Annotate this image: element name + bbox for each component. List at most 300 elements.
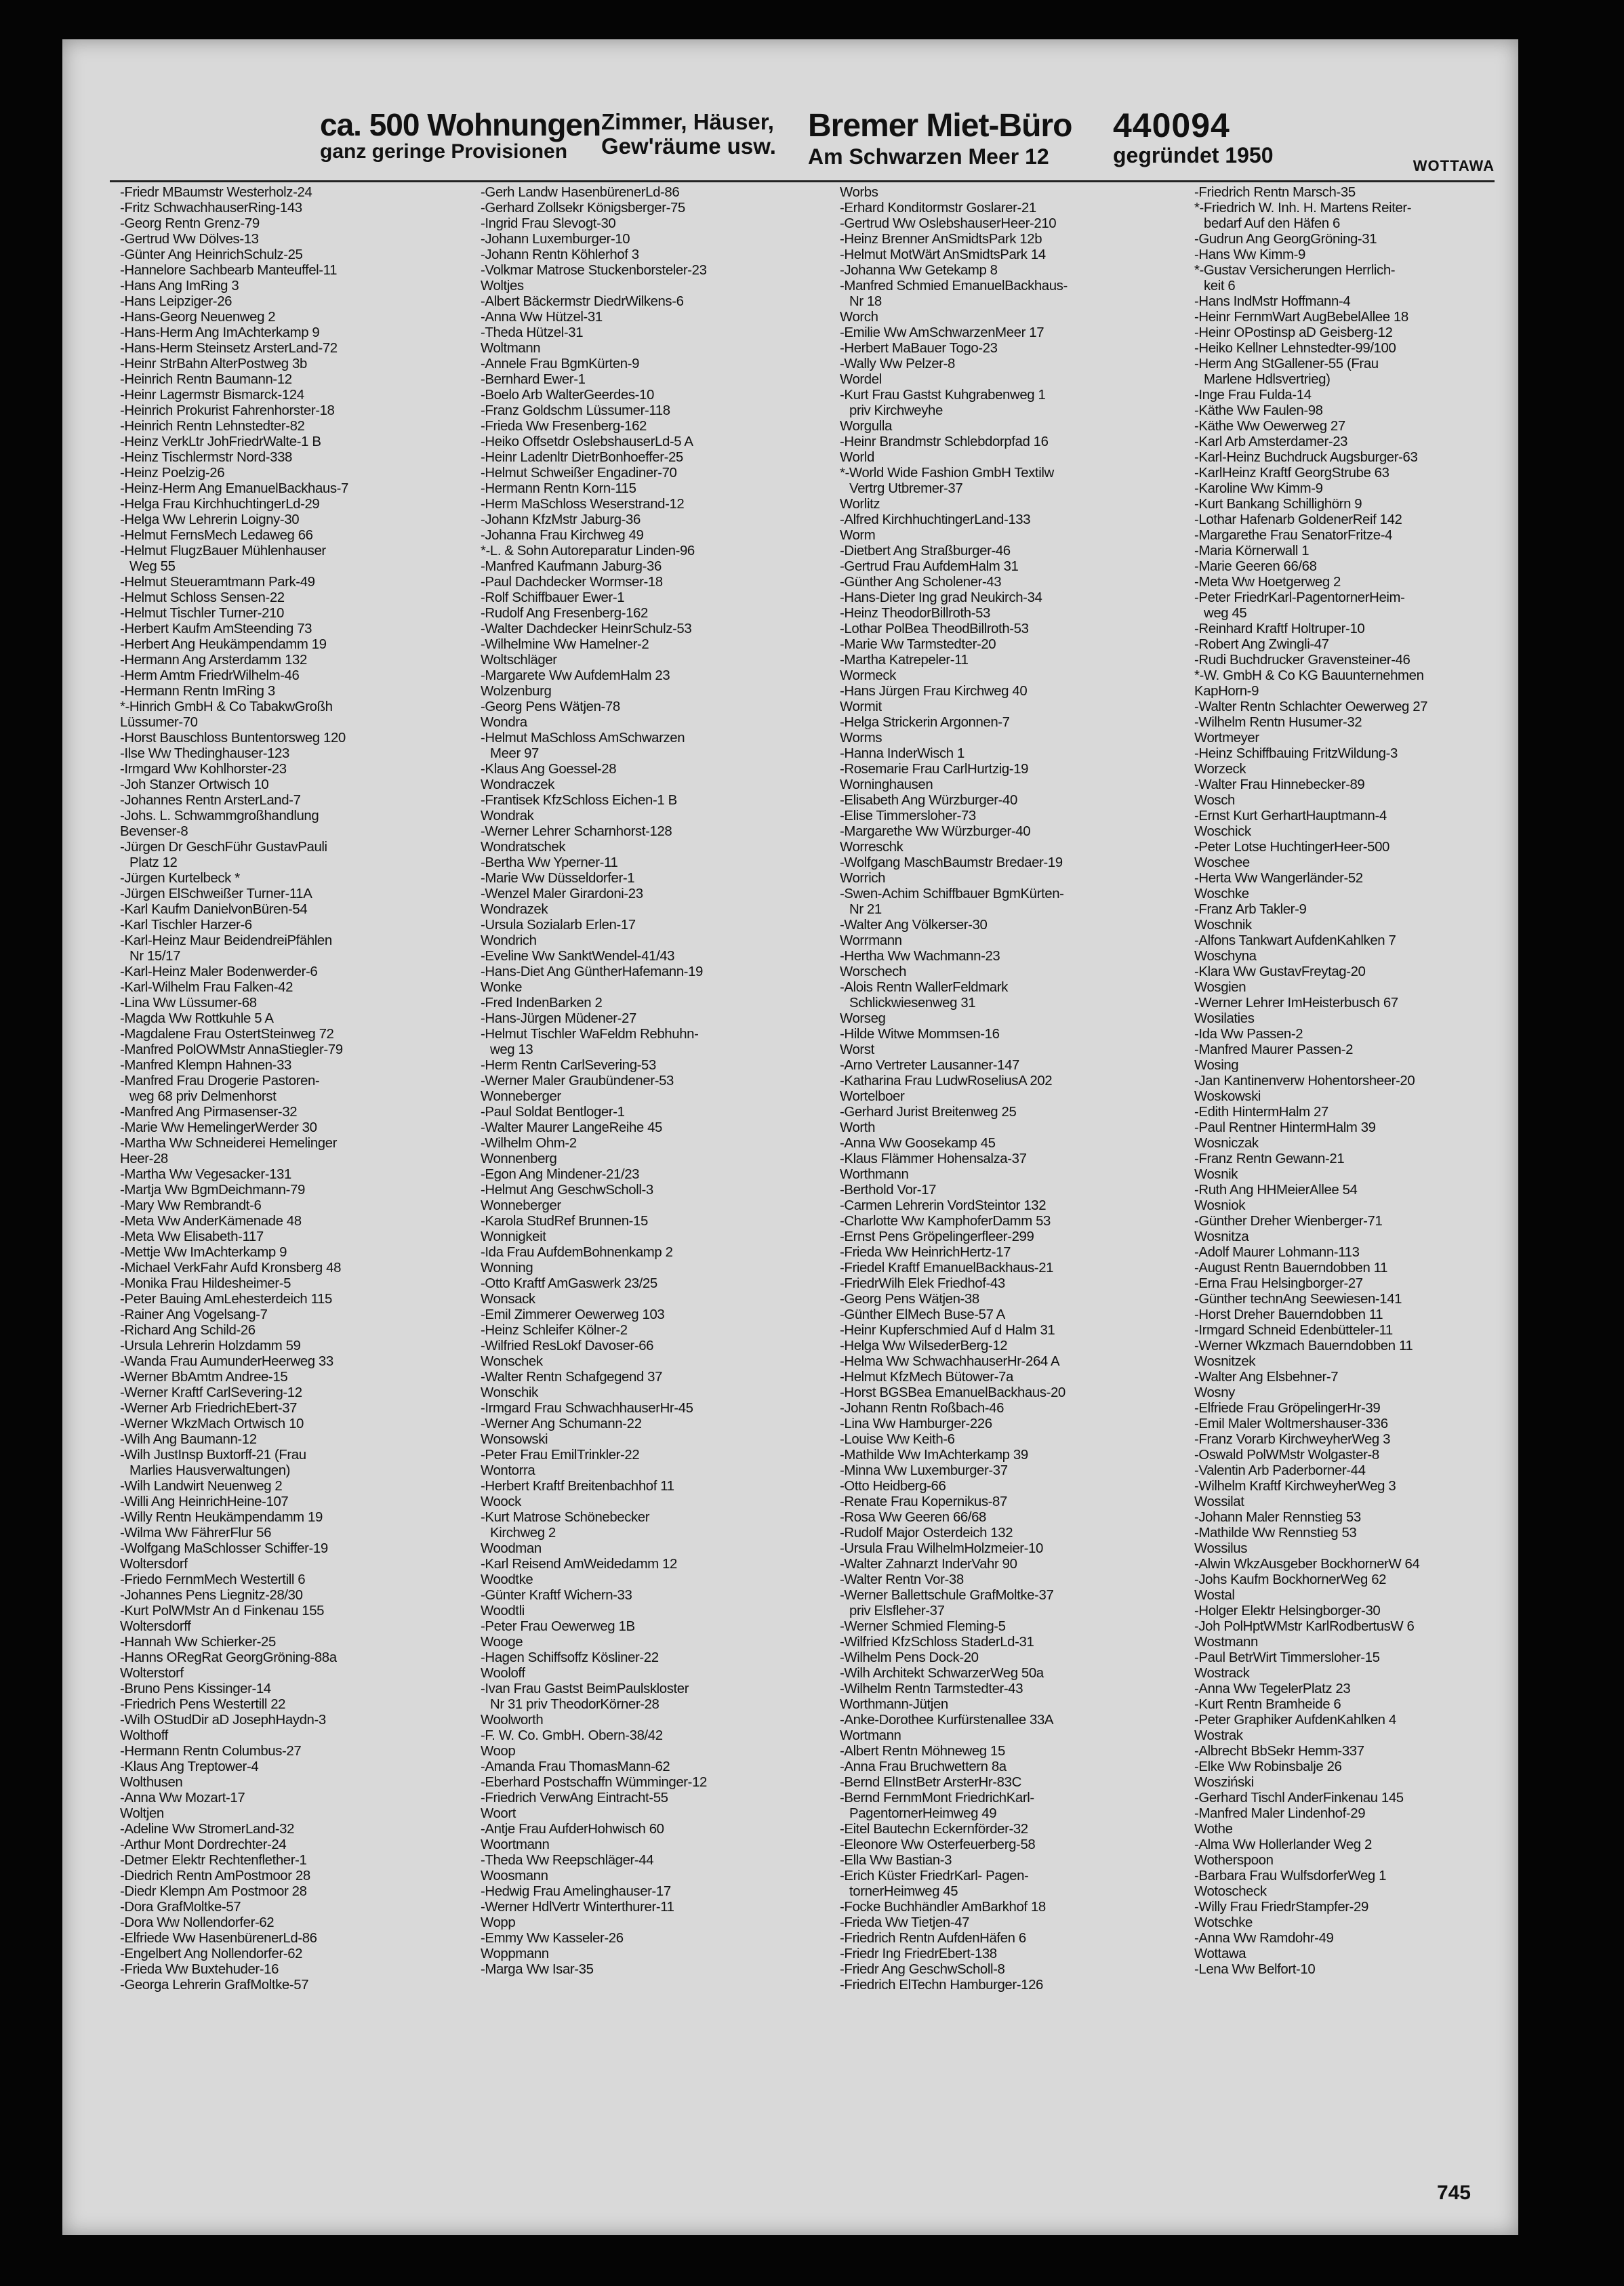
directory-entry: -Erich Küster FriedrKarl- Pagen- (840, 1869, 1029, 1883)
directory-entry: -Swen-Achim Schiffbauer BgmKürten- (840, 886, 1064, 901)
directory-entry: -Margarethe Ww Würzburger-40 (840, 824, 1031, 839)
directory-entry: -Magda Ww Rottkuhle 5 A (120, 1011, 274, 1026)
directory-entry: -Arno Vertreter Lausanner-147 (840, 1058, 1019, 1073)
directory-entry: -Helmut Steueramtmann Park-49 (120, 575, 315, 590)
directory-entry: -Wilh Landwirt Neuenweg 2 (120, 1479, 283, 1494)
directory-entry: -Helmut KfzMech Bütower-7a (840, 1370, 1013, 1385)
directory-entry: -Helga Ww WilsederBerg-12 (840, 1339, 1008, 1353)
directory-entry: -Gerhard Jurist Breitenweg 25 (840, 1105, 1017, 1120)
directory-entry: -Franz Goldschm Lüssumer-118 (481, 403, 670, 418)
ad-brand: Bremer Miet-Büro (808, 108, 1072, 144)
directory-entry: -Lothar PolBea TheodBillroth-53 (840, 621, 1029, 636)
surname-heading: Wothe (1194, 1822, 1233, 1837)
directory-entry: -Karl-Heinz Buchdruck Augsburger-63 (1194, 450, 1418, 465)
surname-heading: Woppmann (481, 1946, 549, 1961)
surname-heading: Wolzenburg (481, 684, 552, 699)
directory-entry: -Richard Ang Schild-26 (120, 1323, 256, 1338)
surname-heading: Wonsack (481, 1292, 535, 1307)
directory-entry: -Meta Ww AnderKämenade 48 (120, 1214, 302, 1229)
page-header-ad (62, 39, 1518, 185)
directory-entry: -Helmut FernsMech Ledaweg 66 (120, 528, 313, 543)
directory-entry: -Hans-Jürgen Müdener-27 (481, 1011, 636, 1026)
directory-entry: -Annele Frau BgmKürten-9 (481, 356, 640, 371)
surname-heading: Wotschke (1194, 1915, 1253, 1930)
directory-entry: -Heinz-Herm Ang EmanuelBackhaus-7 (120, 481, 348, 496)
surname-heading: Worrich (840, 871, 886, 886)
directory-entry: -Mathilde Ww Rennstieg 53 (1194, 1526, 1357, 1540)
entry-continuation: weg 68 priv Delmenhorst (129, 1089, 277, 1104)
directory-entry: -Johannes Rentn ArsterLand-7 (120, 793, 301, 808)
directory-entry: -Karoline Ww Kimm-9 (1194, 481, 1323, 496)
surname-heading: Wooloff (481, 1666, 525, 1681)
directory-entry: -Johann Rentn Köhlerhof 3 (481, 247, 639, 262)
directory-entry: -Herbert MaBauer Togo-23 (840, 341, 998, 356)
directory-entry: -Hanns ORegRat GeorgGröning-88a (120, 1650, 337, 1665)
directory-entry: -Diedr Klempn Am Postmoor 28 (120, 1884, 307, 1899)
directory-entry: -Wolfgang MaSchlosser Schiffer-19 (120, 1541, 328, 1556)
directory-entry: -Gertrud Ww Dölves-13 (120, 232, 259, 247)
surname-heading: Worth (840, 1120, 876, 1135)
surname-heading: Wostmann (1194, 1635, 1258, 1650)
directory-entry: -Friedo FernmMech Westertill 6 (120, 1572, 306, 1587)
directory-entry: -Emilie Ww AmSchwarzenMeer 17 (840, 325, 1044, 340)
directory-entry: -Bruno Pens Kissinger-14 (120, 1681, 271, 1696)
directory-entry: *-W. GmbH & Co KG Bauunternehmen (1194, 668, 1424, 683)
directory-entry: -Hans-Georg Neuenweg 2 (120, 310, 276, 325)
directory-entry: -Katharina Frau LudwRoseliusA 202 (840, 1074, 1053, 1088)
directory-entry: -Manfred Maler Lindenhof-29 (1194, 1806, 1366, 1821)
directory-entry: -Wilfried ResLokf Davoser-66 (481, 1339, 654, 1353)
directory-entry: -Wilhelm Kraftf KirchweyherWeg 3 (1194, 1479, 1396, 1494)
surname-heading: Worreschk (840, 840, 904, 855)
surname-heading: Wortmann (840, 1728, 901, 1743)
directory-entry: -Peter Bauing AmLehesterdeich 115 (120, 1292, 332, 1307)
directory-entry: -Kurt Frau Gastst Kuhgrabenweg 1 (840, 388, 1046, 403)
directory-entry: -Hans IndMstr Hoffmann-4 (1194, 294, 1351, 309)
directory-entry: -Wolfgang MaschBaumstr Bredaer-19 (840, 855, 1063, 870)
surname-heading: Woosmann (481, 1869, 548, 1883)
directory-entry: -Walter Frau Hinnebecker-89 (1194, 777, 1365, 792)
directory-entry: -Rosa Ww Geeren 66/68 (840, 1510, 986, 1525)
directory-entry: -Otto Heidberg-66 (840, 1479, 946, 1494)
directory-entry: -Egon Ang Mindener-21/23 (481, 1167, 640, 1182)
surname-heading: Wortelboer (840, 1089, 905, 1104)
surname-heading: Worrmann (840, 933, 902, 948)
directory-entry: -Hans Ww Kimm-9 (1194, 247, 1305, 262)
directory-entry: -Rudolf Major Osterdeich 132 (840, 1526, 1013, 1540)
directory-entry: -Ruth Ang HHMeierAllee 54 (1194, 1183, 1358, 1198)
directory-entry: -Hans Leipziger-26 (120, 294, 232, 309)
directory-entry: -Peter Lotse HuchtingerHeer-500 (1194, 840, 1389, 855)
directory-entry: -Franz Rentn Gewann-21 (1194, 1151, 1345, 1166)
surname-heading: Woschee (1194, 855, 1250, 870)
surname-heading: Woschyna (1194, 949, 1257, 964)
directory-entry: -Willi Ang HeinrichHeine-107 (120, 1494, 289, 1509)
surname-heading: Heer-28 (120, 1151, 168, 1166)
directory-entry: -Helga Frau KirchhuchtingerLd-29 (120, 497, 320, 512)
directory-entry: -Reinhard Kraftf Holtruper-10 (1194, 621, 1365, 636)
directory-entry: -Lina Ww Lüssumer-68 (120, 996, 257, 1011)
entry-continuation: priv Kirchweyhe (849, 403, 943, 418)
surname-heading: Wonning (481, 1261, 533, 1275)
directory-entry: -Oswald PolWMstr Wolgaster-8 (1194, 1448, 1379, 1463)
directory-entry: -Erna Frau Helsingborger-27 (1194, 1276, 1363, 1291)
surname-heading: Wonnenberg (481, 1151, 557, 1166)
directory-entry: -Holger Elektr Helsingborger-30 (1194, 1604, 1381, 1618)
surname-heading: Worgulla (840, 419, 892, 434)
directory-entry: -Klara Ww GustavFreytag-20 (1194, 964, 1366, 979)
directory-entry: -Carmen Lehrerin VordSteintor 132 (840, 1198, 1047, 1213)
directory-entry: -Ingrid Frau Slevogt-30 (481, 216, 616, 231)
directory-entry: -Ida Ww Passen-2 (1194, 1027, 1303, 1042)
ad-offices: Gew'räume usw. (601, 133, 776, 159)
directory-entry: -Franz Arb Takler-9 (1194, 902, 1307, 917)
directory-page (62, 39, 1518, 2235)
directory-entry: -Manfred Schmied EmanuelBackhaus- (840, 279, 1068, 293)
surname-heading: Wostal (1194, 1588, 1235, 1603)
surname-heading: KapHorn-9 (1194, 684, 1259, 699)
surname-heading: Worzeck (1194, 762, 1246, 777)
directory-entry: -Rosemarie Frau CarlHurtzig-19 (840, 762, 1029, 777)
directory-entry: -Günter Kraftf Wichern-33 (481, 1588, 632, 1603)
directory-entry: -Hermann Rentn Columbus-27 (120, 1744, 302, 1759)
directory-entry: -Fred IndenBarken 2 (481, 996, 603, 1011)
directory-entry: -Alwin WkzAusgeber BockhornerW 64 (1194, 1557, 1420, 1572)
directory-entry: -Elfriede Frau GröpelingerHr-39 (1194, 1401, 1381, 1416)
surname-heading: Wosing (1194, 1058, 1239, 1073)
surname-heading: Wosch (1194, 793, 1235, 808)
directory-entry: -Boelo Arb WalterGeerdes-10 (481, 388, 654, 403)
directory-entry: -Manfred Maurer Passen-2 (1194, 1042, 1354, 1057)
directory-entry: -Lothar Hafenarb GoldenerReif 142 (1194, 512, 1402, 527)
surname-heading: Wondratschek (481, 840, 566, 855)
surname-heading: Woodman (481, 1541, 542, 1556)
directory-entry: -Wilfried KfzSchloss StaderLd-31 (840, 1635, 1034, 1650)
directory-entry: -Wilh Ang Baumann-12 (120, 1432, 257, 1447)
directory-entry: -Hermann Rentn Korn-115 (481, 481, 636, 496)
surname-heading: Woodtli (481, 1604, 525, 1618)
directory-entry: -Willy Rentn Heukämpendamm 19 (120, 1510, 323, 1525)
directory-entry: -Friedrich Rentn Marsch-35 (1194, 185, 1356, 200)
entry-continuation: Vertrg Utbremer-37 (849, 481, 963, 496)
ad-rooms: Zimmer, Häuser, (601, 109, 774, 134)
directory-entry: -Herbert Kraftf Breitenbachhof 11 (481, 1479, 674, 1494)
directory-entry: -Peter FriedrKarl-PagentornerHeim- (1194, 590, 1405, 605)
directory-entry: -Inge Frau Fulda-14 (1194, 388, 1312, 403)
directory-entry: -Johanna Ww Getekamp 8 (840, 263, 998, 278)
directory-entry: -Marie Geeren 66/68 (1194, 559, 1317, 574)
directory-entry: -Theda Ww Reepschläger-44 (481, 1853, 654, 1868)
directory-entry: -Rudolf Ang Fresenberg-162 (481, 606, 648, 621)
directory-entry: -Wenzel Maler Girardoni-23 (481, 886, 643, 901)
directory-entry: -Peter Frau Oewerweg 1B (481, 1619, 635, 1634)
directory-entry: -Anna Ww Mozart-17 (120, 1791, 245, 1805)
directory-entry: -Elke Ww Robinsbalje 26 (1194, 1759, 1342, 1774)
surname-heading: Wossilat (1194, 1494, 1244, 1509)
entry-continuation: weg 13 (490, 1042, 533, 1057)
running-head: WOTTAWA (1413, 157, 1495, 174)
surname-heading: Wonschik (481, 1385, 538, 1400)
directory-entry: -Elfriede Ww HasenbürenerLd-86 (120, 1931, 317, 1946)
directory-entry: -Adeline Ww StromerLand-32 (120, 1822, 295, 1837)
directory-entry: -Marie Ww HemelingerWerder 30 (120, 1120, 317, 1135)
directory-entry: -Berthold Vor-17 (840, 1183, 937, 1198)
directory-entry: -Helmut FlugzBauer Mühlenhauser (120, 544, 326, 558)
directory-entry: -Gudrun Ang GeorgGröning-31 (1194, 232, 1377, 247)
directory-entry: -Rudi Buchdrucker Gravensteiner-46 (1194, 653, 1410, 668)
directory-entry: -Anke-Dorothee Kurfürstenallee 33A (840, 1713, 1054, 1728)
directory-entry: -Emmy Ww Kasseler-26 (481, 1931, 624, 1946)
surname-heading: Wordel (840, 372, 882, 387)
directory-entry: -Ursula Lehrerin Holzdamm 59 (120, 1339, 301, 1353)
surname-heading: Bevenser-8 (120, 824, 188, 839)
directory-entry: -Klaus Ang Treptower-4 (120, 1759, 259, 1774)
directory-entry: -Helma Ww SchwachhauserHr-264 A (840, 1354, 1060, 1369)
surname-heading: Wosnitza (1194, 1229, 1249, 1244)
directory-entry: -Paul Soldat Bentloger-1 (481, 1105, 625, 1120)
directory-entry: -Martha Ww Schneiderei Hemelinger (120, 1136, 337, 1151)
directory-entry: -Bernhard Ewer-1 (481, 372, 586, 387)
directory-entry: -Hannelore Sachbearb Manteuffel-11 (120, 263, 338, 278)
surname-heading: Woschnik (1194, 918, 1252, 933)
directory-entry: -Herm Amtm FriedrWilhelm-46 (120, 668, 300, 683)
entry-continuation: Nr 18 (849, 294, 882, 309)
header-rule (110, 180, 1495, 182)
surname-heading: Wonnigkeit (481, 1229, 546, 1244)
directory-entry: -FriedrWilh Elek Friedhof-43 (840, 1276, 1005, 1291)
directory-entry: -Manfred PolOWMstr AnnaStiegler-79 (120, 1042, 343, 1057)
directory-entry: -Meta Ww Hoetgerweg 2 (1194, 575, 1341, 590)
entry-continuation: Platz 12 (129, 855, 178, 870)
directory-entry: -Gertrud Ww OslebshauserHeer-210 (840, 216, 1057, 231)
surname-heading: Woodtke (481, 1572, 533, 1587)
directory-entry: -Klaus Flämmer Hohensalza-37 (840, 1151, 1027, 1166)
directory-entry: -Hans Ang ImRing 3 (120, 279, 239, 293)
directory-entry: -Karl Arb Amsterdamer-23 (1194, 434, 1348, 449)
directory-entry: -Wilhelm Rentn Tarmstedter-43 (840, 1681, 1023, 1696)
directory-entry: -Hannah Ww Schierker-25 (120, 1635, 276, 1650)
directory-entry: -Gerhard Tischl AnderFinkenau 145 (1194, 1791, 1404, 1805)
directory-entry: -Walter Rentn Schlachter Oewerweg 27 (1194, 699, 1428, 714)
directory-entry: -Elisabeth Ang Würzburger-40 (840, 793, 1017, 808)
surname-heading: Woltersdorf (120, 1557, 188, 1572)
surname-heading: Woltschläger (481, 653, 557, 668)
directory-entry: -Gerhard Zollsekr Königsberger-75 (481, 201, 685, 216)
directory-entry: -Kurt PolWMstr An d Finkenau 155 (120, 1604, 325, 1618)
directory-entry: -Herm MaSchloss Weserstrand-12 (481, 497, 685, 512)
directory-entry: -Friedrich Rentn AufdenHäfen 6 (840, 1931, 1026, 1946)
directory-entry: -Karola StudRef Brunnen-15 (481, 1214, 648, 1229)
directory-entry: -Emil Zimmerer Oewerweg 103 (481, 1307, 665, 1322)
directory-entry: -Heinrich Rentn Lehnstedter-82 (120, 419, 305, 434)
directory-entry: -Hedwig Frau Amelinghauser-17 (481, 1884, 671, 1899)
directory-entry: -Werner Maler Graubündener-53 (481, 1074, 674, 1088)
surname-heading: Wosilaties (1194, 1011, 1255, 1026)
entry-continuation: Meer 97 (490, 746, 540, 761)
directory-entry: -Jürgen Kurtelbeck * (120, 871, 240, 886)
directory-entry: -Anna Frau Bruchwettern 8a (840, 1759, 1007, 1774)
directory-entry: -Dora Ww Nollendorfer-62 (120, 1915, 275, 1930)
directory-entry: -Werner WkzMach Ortwisch 10 (120, 1416, 304, 1431)
surname-heading: Wosnik (1194, 1167, 1238, 1182)
surname-heading: Wosnitzek (1194, 1354, 1256, 1369)
surname-heading: Wortmeyer (1194, 731, 1259, 746)
surname-heading: Wondrazek (481, 902, 548, 917)
surname-heading: World (840, 450, 874, 465)
surname-heading: Worm (840, 528, 876, 543)
entry-continuation: Nr 15/17 (129, 949, 181, 964)
directory-entry: -Alfred KirchhuchtingerLand-133 (840, 512, 1031, 527)
directory-entry: -Georg Pens Wätjen-38 (840, 1292, 979, 1307)
directory-entry: -Bernd FernmMont FriedrichKarl- (840, 1791, 1034, 1805)
directory-entry: -Wilhelm Ohm-2 (481, 1136, 577, 1151)
directory-entry: -Wally Ww Pelzer-8 (840, 356, 955, 371)
directory-entry: -Hans-Diet Ang GüntherHafemann-19 (481, 964, 703, 979)
directory-entry: -Heinr FernmWart AugBebelAllee 18 (1194, 310, 1408, 325)
directory-entry: -Herta Ww Wangerländer-52 (1194, 871, 1363, 886)
directory-entry: -Horst Dreher Bauerndobben 11 (1194, 1307, 1383, 1322)
surname-heading: Woock (481, 1494, 521, 1509)
entry-continuation: Nr 21 (849, 902, 882, 917)
directory-entry: -Heinr OPostinsp aD Geisberg-12 (1194, 325, 1393, 340)
directory-entry: -Karl-Heinz Maur BeidendreiPfählen (120, 933, 332, 948)
directory-entry: -Manfred Ang Pirmasenser-32 (120, 1105, 298, 1120)
directory-entry: -Hanna InderWisch 1 (840, 746, 965, 761)
directory-entry: -Wilhelm Rentn Husumer-32 (1194, 715, 1362, 730)
surname-heading: Worch (840, 310, 878, 325)
directory-entry: -Karl-Heinz Maler Bodenwerder-6 (120, 964, 318, 979)
directory-entry: -Emil Maler Woltmershauser-336 (1194, 1416, 1388, 1431)
surname-heading: Wonneberger (481, 1198, 561, 1213)
directory-entry: -Horst BGSBea EmanuelBackhaus-20 (840, 1385, 1065, 1400)
directory-entry: -Heinz Poelzig-26 (120, 466, 225, 481)
surname-heading: Worms (840, 731, 882, 746)
directory-entry: -Wilhelm Pens Dock-20 (840, 1650, 979, 1665)
directory-entry: -Margarete Ww AufdemHalm 23 (481, 668, 670, 683)
directory-entry: -Werner Kraftf CarlSevering-12 (120, 1385, 302, 1400)
directory-entry: -Willy Frau FriedrStampfer-29 (1194, 1900, 1368, 1915)
directory-entry: -Rolf Schiffbauer Ewer-1 (481, 590, 625, 605)
surname-heading: Wostrak (1194, 1728, 1243, 1743)
directory-entry: -Heinz Schleifer Kölner-2 (481, 1323, 628, 1338)
directory-entry: -Charlotte Ww KamphoferDamm 53 (840, 1214, 1051, 1229)
directory-entry: -Heinr Ladenltr DietrBonhoeffer-25 (481, 450, 683, 465)
directory-entry: -Frieda Ww Buxtehuder-16 (120, 1962, 279, 1977)
directory-entry: -Karl Tischler Harzer-6 (120, 918, 252, 933)
directory-entry: -Werner Arb FriedrichEbert-37 (120, 1401, 298, 1416)
directory-entry: -Albert Bäckermstr DiedrWilkens-6 (481, 294, 684, 309)
entry-continuation: tornerHeimweg 45 (849, 1884, 958, 1899)
surname-heading: Woltersdorff (120, 1619, 191, 1634)
surname-heading: Wosniok (1194, 1198, 1246, 1213)
surname-heading: Wolterstorf (120, 1666, 184, 1681)
surname-heading: Wontorra (481, 1463, 535, 1478)
directory-entry: -Lina Ww Hamburger-226 (840, 1416, 992, 1431)
directory-entry: -Günther Dreher Wienberger-71 (1194, 1214, 1383, 1229)
directory-entry: -Antje Frau AufderHohwisch 60 (481, 1822, 664, 1837)
directory-entry: -Helga Strickerin Argonnen-7 (840, 715, 1010, 730)
surname-heading: Wonschek (481, 1354, 543, 1369)
directory-entry: -Werner BbAmtm Andree-15 (120, 1370, 288, 1385)
surname-heading: Wonneberger (481, 1089, 561, 1104)
directory-entry: -Bertha Ww Yperner-11 (481, 855, 618, 870)
directory-entry: -Friedrich VerwAng Eintracht-55 (481, 1791, 668, 1805)
directory-entry: -Helmut MaSchloss AmSchwarzen (481, 731, 685, 746)
ad-founded: gegründet 1950 (1113, 143, 1274, 167)
directory-entry: -Ivan Frau Gastst BeimPaulskloster (481, 1681, 689, 1696)
directory-entry: -Volkmar Matrose Stuckenborsteler-23 (481, 263, 707, 278)
directory-columns (120, 185, 1489, 2150)
directory-entry: -Louise Ww Keith-6 (840, 1432, 955, 1447)
directory-entry: -Albert Rentn Möhneweg 15 (840, 1744, 1005, 1759)
directory-entry: -Heinr Brandmstr Schlebdorpfad 16 (840, 434, 1049, 449)
directory-entry: -Friedrich Pens Westertill 22 (120, 1697, 286, 1712)
entry-continuation: Schlickwiesenweg 31 (849, 996, 976, 1011)
directory-entry: -Mary Ww Rembrandt-6 (120, 1198, 262, 1213)
directory-entry: -Anna Ww TegelerPlatz 23 (1194, 1681, 1351, 1696)
directory-entry: -Monika Frau Hildesheimer-5 (120, 1276, 291, 1291)
directory-entry: -Marie Ww Tarmstedter-20 (840, 637, 996, 652)
surname-heading: Wossilus (1194, 1541, 1248, 1556)
directory-entry: -Irmgard Schneid Edenbütteler-11 (1194, 1323, 1393, 1338)
entry-continuation: Weg 55 (129, 559, 176, 574)
directory-entry: -Johann Maler Rennstieg 53 (1194, 1510, 1361, 1525)
directory-entry: -Meta Ww Elisabeth-117 (120, 1229, 264, 1244)
directory-entry: -Minna Ww Luxemburger-37 (840, 1463, 1008, 1478)
directory-entry: -Hagen Schiffsoffz Kösliner-22 (481, 1650, 659, 1665)
directory-entry: -Wilhelmine Ww Hamelner-2 (481, 637, 649, 652)
directory-entry: -Valentin Arb Paderborner-44 (1194, 1463, 1366, 1478)
directory-entry: -Bernd ElInstBetr ArsterHr-83C (840, 1775, 1021, 1790)
directory-entry: -Alois Rentn WallerFeldmark (840, 980, 1008, 995)
directory-entry: -Ursula Frau WilhelmHolzmeier-10 (840, 1541, 1043, 1556)
directory-entry: -Wilh JustInsp Buxtorff-21 (Frau (120, 1448, 306, 1463)
directory-entry: -Werner Ang Schumann-22 (481, 1416, 642, 1431)
directory-entry: -Irmgard Frau SchwachhauserHr-45 (481, 1401, 693, 1416)
directory-entry: -Mettje Ww ImAchterkamp 9 (120, 1245, 287, 1260)
directory-entry: *-Friedrich W. Inh. H. Martens Reiter- (1194, 201, 1412, 216)
surname-heading: Wotoscheck (1194, 1884, 1267, 1899)
directory-entry: -Johann Rentn Roßbach-46 (840, 1401, 1004, 1416)
directory-entry: -Karl-Wilhelm Frau Falken-42 (120, 980, 293, 995)
directory-entry: -Manfred Kaufmann Jaburg-36 (481, 559, 662, 574)
directory-entry: -Dora GrafMoltke-57 (120, 1900, 241, 1915)
directory-entry: -Marie Ww Düsseldorfer-1 (481, 871, 635, 886)
surname-heading: Wondrak (481, 809, 534, 823)
surname-heading: Worthmann-Jütjen (840, 1697, 948, 1712)
directory-entry: -Helmut Ang GeschwScholl-3 (481, 1183, 653, 1198)
directory-entry: -Helmut Tischler WaFeldm Rebhuhn- (481, 1027, 699, 1042)
directory-entry: -Karl Kaufm DanielvonBüren-54 (120, 902, 308, 917)
directory-entry: -Adolf Maurer Lohmann-113 (1194, 1245, 1360, 1260)
directory-entry: -Dietbert Ang Straßburger-46 (840, 544, 1011, 558)
directory-entry: -Hertha Ww Wachmann-23 (840, 949, 1000, 964)
directory-entry: -Ilse Ww Thedinghauser-123 (120, 746, 289, 761)
directory-entry: -Heiko Kellner Lehnstedter-99/100 (1194, 341, 1396, 356)
directory-entry: -Magdalene Frau OstertSteinweg 72 (120, 1027, 334, 1042)
directory-entry: -Johann KfzMstr Jaburg-36 (481, 512, 641, 527)
surname-heading: Worlitz (840, 497, 880, 512)
directory-entry: -Martja Ww BgmDeichmann-79 (120, 1183, 305, 1198)
directory-entry: -Klaus Ang Goessel-28 (481, 762, 617, 777)
entry-continuation: Marlies Hausverwaltungen) (129, 1463, 291, 1478)
directory-entry: -Joh PolHptWMstr KarlRodbertusW 6 (1194, 1619, 1415, 1634)
directory-entry: -Walter Rentn Schafgegend 37 (481, 1370, 663, 1385)
directory-entry: -Helga Ww Lehrerin Loigny-30 (120, 512, 300, 527)
directory-entry: -Anna Ww Ramdohr-49 (1194, 1931, 1334, 1946)
directory-entry: -Wilh OStudDir aD JosephHaydn-3 (120, 1713, 326, 1728)
directory-entry: -Anna Ww Hützel-31 (481, 310, 603, 325)
